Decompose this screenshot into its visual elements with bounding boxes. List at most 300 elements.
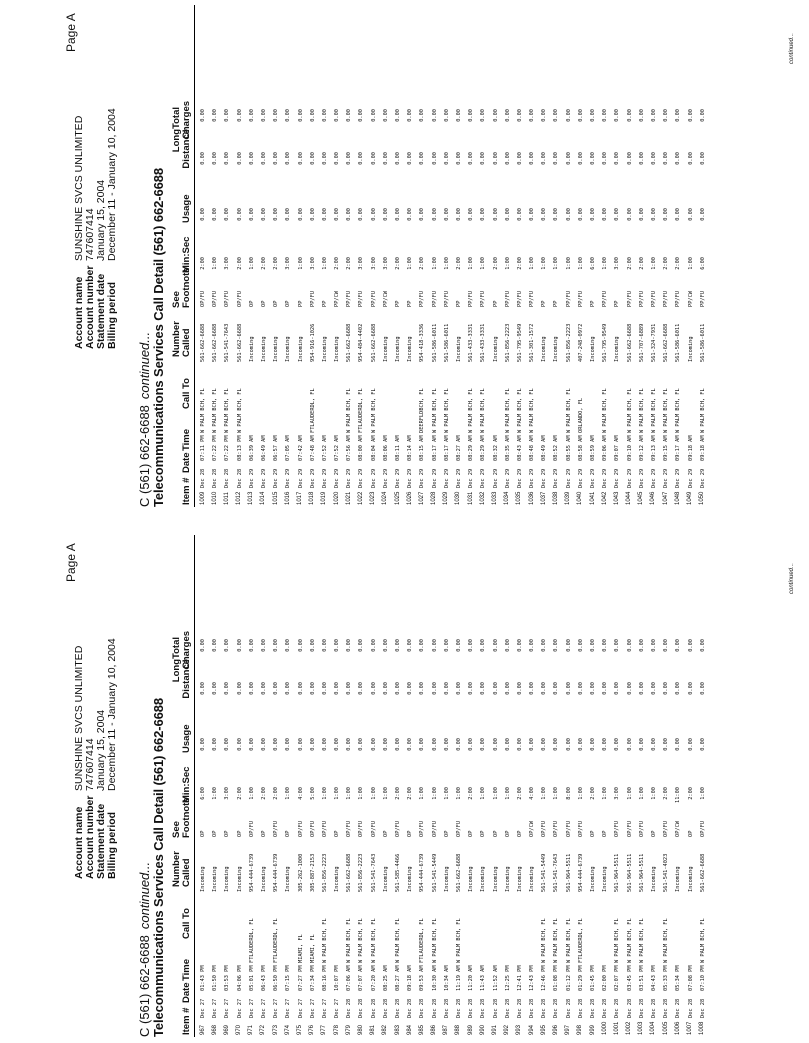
usage-charge: 0.00 xyxy=(504,738,511,751)
footnote-code: PP xyxy=(297,300,304,307)
call-duration: 1:00 xyxy=(626,787,633,800)
call-time: 09:13 AM xyxy=(650,435,657,461)
call-date: Dec 29 xyxy=(407,468,414,488)
total-charge: 0.00 xyxy=(455,639,462,652)
call-to: W PALM BCH, FL xyxy=(480,388,487,433)
call-duration: 11:00 xyxy=(675,787,682,803)
call-to: MIAMI, FL xyxy=(297,934,304,963)
table-row xyxy=(197,535,209,1037)
footnote-code: OP/CW xyxy=(529,821,536,837)
table-row xyxy=(270,535,282,1037)
table-row xyxy=(331,535,343,1037)
usage-charge: 0.00 xyxy=(492,738,499,751)
call-time: 07:56 AM xyxy=(346,435,353,461)
account-number-label: Account number xyxy=(84,795,96,879)
number-called: 561-795-9549 xyxy=(516,323,523,362)
call-duration: 2:00 xyxy=(663,257,670,270)
total-charge: 0.00 xyxy=(395,109,401,122)
call-duration: 1:00 xyxy=(358,787,365,800)
call-date: Dec 27 xyxy=(297,998,304,1018)
total-charge: 0.00 xyxy=(419,109,426,122)
call-date: Dec 28 xyxy=(504,998,511,1018)
call-time: 12:46 PM xyxy=(541,965,548,991)
footnote-code: PP/FU xyxy=(663,291,670,307)
footnote-code: PP xyxy=(395,300,401,307)
item-number: 983 xyxy=(394,1024,401,1035)
usage-charge: 0.00 xyxy=(419,208,426,221)
usage-charge: 0.00 xyxy=(200,738,206,751)
call-time: 07:27 PM xyxy=(297,965,304,991)
call-to: W PALM BCH, FL xyxy=(468,388,475,433)
total-charge: 0.00 xyxy=(614,639,621,652)
total-charge: 0.00 xyxy=(480,639,487,652)
long-distance-charge: 0.00 xyxy=(626,682,633,695)
account-name-value: SUNSHINE SVCS UNLIMITED xyxy=(73,645,85,791)
long-distance-charge: 0.00 xyxy=(273,682,280,695)
call-date: Dec 29 xyxy=(602,468,609,488)
footnote-code: OP/FU xyxy=(297,821,304,837)
call-duration: 2:00 xyxy=(516,257,523,270)
usage-charge: 0.00 xyxy=(590,208,596,221)
call-to: W PALM BCH, FL xyxy=(224,388,231,433)
item-number: 1014 xyxy=(260,491,267,505)
call-duration: 2:00 xyxy=(455,257,462,270)
total-charge: 0.00 xyxy=(248,639,255,652)
call-time: 01:43 PM xyxy=(200,965,206,991)
call-time: 08:16 PM xyxy=(321,965,328,991)
usage-charge: 0.00 xyxy=(626,208,633,221)
call-time: 09:15 AM xyxy=(663,435,670,461)
table-row xyxy=(441,535,453,1037)
long-distance-charge: 0.00 xyxy=(516,152,523,165)
call-time: 02:00 PM xyxy=(602,965,609,991)
number-called: Incoming xyxy=(382,866,389,892)
usage-charge: 0.00 xyxy=(565,208,572,221)
call-date: Dec 28 xyxy=(529,998,536,1018)
total-charge: 0.00 xyxy=(553,639,560,652)
call-duration: 1:00 xyxy=(285,787,292,800)
number-called: Incoming xyxy=(516,866,523,892)
call-to: W PALM BCH, FL xyxy=(650,388,657,433)
total-charge: 0.00 xyxy=(602,639,609,652)
call-date: Dec 29 xyxy=(455,468,462,488)
total-charge: 0.00 xyxy=(687,639,694,652)
number-called: 954-444-6739 xyxy=(248,853,255,892)
number-called: Incoming xyxy=(675,866,682,892)
long-distance-charge: 0.00 xyxy=(212,152,219,165)
call-date: Dec 29 xyxy=(334,468,341,488)
call-duration: 1:00 xyxy=(480,787,487,800)
number-called: 561-662-6688 xyxy=(200,323,206,362)
long-distance-charge: 0.00 xyxy=(431,152,438,165)
footnote-code: PP/CW xyxy=(382,291,389,307)
total-charge: 0.00 xyxy=(309,109,316,122)
call-time: 07:48 AM xyxy=(309,435,316,461)
table-row xyxy=(697,5,709,507)
item-number: 1037 xyxy=(540,491,547,505)
number-called: Incoming xyxy=(212,866,219,892)
footnote-code: PP/CW xyxy=(334,291,341,307)
call-duration: 1:00 xyxy=(407,257,414,270)
long-distance-charge: 0.00 xyxy=(565,682,572,695)
total-charge: 0.00 xyxy=(516,109,523,122)
table-row xyxy=(270,5,282,507)
table-row xyxy=(258,5,270,507)
call-to: W PALM BCH, FL xyxy=(395,918,401,963)
total-charge: 0.00 xyxy=(614,109,621,122)
number-called: Incoming xyxy=(492,866,499,892)
call-duration: 1:00 xyxy=(553,257,560,270)
call-date: Dec 29 xyxy=(480,468,487,488)
total-charge: 0.00 xyxy=(443,639,450,652)
call-time: 06:49 AM xyxy=(260,435,267,461)
usage-charge: 0.00 xyxy=(358,208,365,221)
section-code-text: C (561) 662-6688 xyxy=(137,405,152,507)
long-distance-charge: 0.00 xyxy=(200,682,206,695)
number-called: 561-662-6688 xyxy=(212,323,219,362)
usage-charge: 0.00 xyxy=(273,208,280,221)
call-duration: 1:00 xyxy=(248,787,255,800)
call-duration: 2:00 xyxy=(407,787,414,800)
call-date: Dec 28 xyxy=(455,998,462,1018)
item-number: 1040 xyxy=(577,491,584,505)
footnote-code: OP xyxy=(382,830,389,837)
call-to: W PALM BCH, FL xyxy=(699,388,706,433)
header-min-sec: Min:Sec xyxy=(181,236,192,273)
header-total-charges: Total Charges xyxy=(171,630,192,669)
call-to: W PALM BCH, FL xyxy=(212,388,219,433)
footnote-code: PP/FU xyxy=(419,291,426,307)
long-distance-charge: 0.00 xyxy=(224,152,231,165)
call-date: Dec 29 xyxy=(370,468,377,488)
call-duration: 2:00 xyxy=(590,787,596,800)
footnote-code: OP/FU xyxy=(273,821,280,837)
call-to: FTLAUDERDL, FL xyxy=(309,388,316,433)
number-called: Incoming xyxy=(492,336,499,362)
call-date: Dec 27 xyxy=(321,998,328,1018)
number-called: 561-856-2223 xyxy=(321,853,328,892)
footnote-code: OP/FU xyxy=(358,821,365,837)
number-called: 561-856-2223 xyxy=(565,323,572,362)
total-charge: 0.00 xyxy=(358,639,365,652)
total-charge: 0.00 xyxy=(321,109,328,122)
table-row xyxy=(624,5,636,507)
number-called: 561-795-9549 xyxy=(602,323,609,362)
number-called: Incoming xyxy=(602,866,609,892)
long-distance-charge: 0.00 xyxy=(687,682,694,695)
usage-charge: 0.00 xyxy=(638,208,645,221)
footnote-code: OP/FU xyxy=(248,821,255,837)
call-to: W PALM BCH, FL xyxy=(370,918,377,963)
footnote-code: PP/FU xyxy=(602,291,609,307)
total-charge: 0.00 xyxy=(200,109,206,122)
footnote-code: OP xyxy=(492,830,499,837)
call-date: Dec 28 xyxy=(541,998,548,1018)
call-time: 08:29 AM xyxy=(480,435,487,461)
table-row xyxy=(368,5,380,507)
footnote-code: PP/FU xyxy=(577,291,584,307)
call-duration: 2:00 xyxy=(663,787,670,800)
number-called: 561-586-6011 xyxy=(675,323,682,362)
call-to: W PALM BCH, FL xyxy=(504,388,511,433)
usage-charge: 0.00 xyxy=(260,208,267,221)
call-duration: 2:00 xyxy=(492,257,499,270)
number-called: 561-433-3331 xyxy=(480,323,487,362)
item-number: 970 xyxy=(236,1024,243,1035)
table-row xyxy=(416,5,428,507)
number-called: Incoming xyxy=(224,866,231,892)
call-duration: 1:00 xyxy=(541,257,548,270)
number-called: Incoming xyxy=(407,866,414,892)
total-charge: 0.00 xyxy=(504,109,511,122)
call-duration: 3:00 xyxy=(382,257,389,270)
table-row xyxy=(599,5,611,507)
item-number: 986 xyxy=(431,1024,438,1035)
table-row xyxy=(465,5,477,507)
number-called: 561-586-6011 xyxy=(699,323,706,362)
call-duration: 2:00 xyxy=(273,257,280,270)
call-time: 05:34 PM xyxy=(675,965,682,991)
call-duration: 1:00 xyxy=(565,257,572,270)
footnote-code: OP/FU xyxy=(431,821,438,837)
long-distance-charge: 0.00 xyxy=(675,152,682,165)
number-called: Incoming xyxy=(260,866,267,892)
item-number: 1041 xyxy=(589,491,596,505)
item-number: 998 xyxy=(577,1024,584,1035)
call-to: W PALM BCH, FL xyxy=(370,388,377,433)
long-distance-charge: 0.00 xyxy=(382,152,389,165)
number-called: Incoming xyxy=(285,866,292,892)
call-date: Dec 29 xyxy=(541,468,548,488)
long-distance-charge: 0.00 xyxy=(395,152,401,165)
usage-charge: 0.00 xyxy=(334,738,341,751)
number-called: Incoming xyxy=(455,336,462,362)
call-to: FTLAUDERDL, FL xyxy=(273,918,280,963)
footnote-code: OP/FU xyxy=(638,821,645,837)
footnote-code: PP xyxy=(455,300,462,307)
call-to: MIAMI, FL xyxy=(309,934,316,963)
table-row xyxy=(209,535,221,1037)
footnote-code: OP xyxy=(285,300,292,307)
call-date: Dec 28 xyxy=(492,998,499,1018)
long-distance-charge: 0.00 xyxy=(480,682,487,695)
footnote-code: OP xyxy=(285,830,292,837)
call-time: 07:20 AM xyxy=(370,965,377,991)
long-distance-charge: 0.00 xyxy=(443,152,450,165)
call-date: Dec 27 xyxy=(309,998,316,1018)
item-number: 988 xyxy=(455,1024,462,1035)
table-row xyxy=(624,535,636,1037)
call-duration: 2:00 xyxy=(273,787,280,800)
call-time: 08:29 AM xyxy=(468,435,475,461)
footnote-code: OP xyxy=(236,830,243,837)
item-number: 980 xyxy=(357,1024,364,1035)
header-number-called: Number Called xyxy=(171,321,192,357)
call-time: 07:11 PM xyxy=(200,435,206,461)
usage-charge: 0.00 xyxy=(370,738,377,751)
total-charge: 0.00 xyxy=(553,109,560,122)
usage-charge: 0.00 xyxy=(480,738,487,751)
number-called: 561-662-6688 xyxy=(346,853,353,892)
usage-charge: 0.00 xyxy=(395,208,401,221)
total-charge: 0.00 xyxy=(590,109,596,122)
total-charge: 0.00 xyxy=(577,109,584,122)
statement-date-label: Statement date xyxy=(95,803,107,879)
statement-date-label: Statement date xyxy=(95,273,107,349)
call-duration: 2:00 xyxy=(346,257,353,270)
usage-charge: 0.00 xyxy=(297,208,304,221)
call-to: W PALM BCH, FL xyxy=(516,388,523,433)
number-called: 561-301-1572 xyxy=(529,323,536,362)
call-duration: 2:00 xyxy=(638,257,645,270)
long-distance-charge: 0.00 xyxy=(309,152,316,165)
usage-charge: 0.00 xyxy=(602,208,609,221)
table-row xyxy=(307,535,319,1037)
call-date: Dec 29 xyxy=(309,468,316,488)
call-to: FTLAUDERDL, FL xyxy=(248,918,255,963)
call-date: Dec 29 xyxy=(577,468,584,488)
billing-period-value: December 11 - January 10, 2004 xyxy=(106,638,118,791)
long-distance-charge: 0.00 xyxy=(675,682,682,695)
call-to: W PALM BCH, FL xyxy=(626,388,633,433)
total-charge: 0.00 xyxy=(626,109,633,122)
long-distance-charge: 0.00 xyxy=(309,682,316,695)
call-duration: 1:00 xyxy=(321,257,328,270)
table-row xyxy=(587,5,599,507)
item-number: 1042 xyxy=(601,491,608,505)
call-duration: 2:00 xyxy=(334,257,341,270)
long-distance-charge: 0.00 xyxy=(248,152,255,165)
total-charge: 0.00 xyxy=(407,109,414,122)
number-called: 561-964-5511 xyxy=(614,853,621,892)
long-distance-charge: 0.00 xyxy=(650,682,657,695)
call-time: 08:58 AM xyxy=(577,435,584,461)
long-distance-charge: 0.00 xyxy=(638,682,645,695)
number-called: Incoming xyxy=(590,866,596,892)
item-number: 1002 xyxy=(626,1021,633,1035)
table-row xyxy=(319,5,331,507)
call-date: Dec 28 xyxy=(382,998,389,1018)
call-time: 05:01 PM xyxy=(248,965,255,991)
call-time: 08:59 AM xyxy=(590,435,596,461)
table-row xyxy=(380,5,392,507)
footnote-code: PP/FU xyxy=(443,291,450,307)
call-duration: 5:00 xyxy=(309,787,316,800)
call-date: Dec 29 xyxy=(675,468,682,488)
call-time: 07:34 PM xyxy=(309,965,316,991)
call-date: Dec 29 xyxy=(492,468,499,488)
call-to: W PALM BCH, FL xyxy=(541,918,548,963)
call-duration: 1:00 xyxy=(297,257,304,270)
long-distance-charge: 0.00 xyxy=(455,152,462,165)
number-called: 561-856-2223 xyxy=(504,323,511,362)
long-distance-charge: 0.00 xyxy=(236,682,243,695)
call-time: 12:43 PM xyxy=(529,965,536,991)
call-time: 07:07 AM xyxy=(358,965,365,991)
long-distance-charge: 0.00 xyxy=(516,682,523,695)
footnote-code: PP/FU xyxy=(529,291,536,307)
call-time: 08:11 AM xyxy=(395,435,401,461)
usage-charge: 0.00 xyxy=(455,208,462,221)
call-date: Dec 29 xyxy=(638,468,645,488)
number-called: 561-707-6889 xyxy=(638,323,645,362)
table-row xyxy=(648,5,660,507)
usage-charge: 0.00 xyxy=(212,208,219,221)
table-row xyxy=(246,5,258,507)
footnote-code: PP xyxy=(590,300,596,307)
total-charge: 0.00 xyxy=(273,639,280,652)
long-distance-charge: 0.00 xyxy=(358,152,365,165)
call-duration: 2:00 xyxy=(516,787,523,800)
long-distance-charge: 0.00 xyxy=(529,682,536,695)
footnote-code: OP/CW xyxy=(675,821,682,837)
usage-charge: 0.00 xyxy=(248,208,255,221)
total-charge: 0.00 xyxy=(212,109,219,122)
total-charge: 0.00 xyxy=(346,639,353,652)
account-info-block xyxy=(74,638,118,879)
table-row xyxy=(258,535,270,1037)
number-called: 407-248-0972 xyxy=(577,323,584,362)
long-distance-charge: 0.00 xyxy=(321,152,328,165)
usage-charge: 0.00 xyxy=(614,738,621,751)
item-number: 1045 xyxy=(638,491,645,505)
long-distance-charge: 0.00 xyxy=(541,682,548,695)
usage-charge: 0.00 xyxy=(443,738,450,751)
total-charge: 0.00 xyxy=(529,639,536,652)
total-charge: 0.00 xyxy=(248,109,255,122)
call-duration: 1:00 xyxy=(638,787,645,800)
call-time: 06:39 AM xyxy=(248,435,255,461)
call-date: Dec 29 xyxy=(358,468,365,488)
call-time: 08:06 AM xyxy=(382,435,389,461)
header-see-footnote: See Footnote xyxy=(171,797,192,838)
table-row xyxy=(295,5,307,507)
footnote-code: OP xyxy=(248,300,255,307)
header-call-to: Call To xyxy=(181,378,192,409)
call-date: Dec 28 xyxy=(468,998,475,1018)
table-row xyxy=(575,535,587,1037)
item-number: 1012 xyxy=(236,491,243,505)
table-row xyxy=(550,535,562,1037)
call-duration: 1:00 xyxy=(687,257,694,270)
total-charge: 0.00 xyxy=(687,109,694,122)
call-to: W PALM BCH, FL xyxy=(626,918,633,963)
item-number: 1018 xyxy=(309,491,316,505)
footnote-code: OP xyxy=(443,830,450,837)
item-number: 1034 xyxy=(504,491,511,505)
call-duration: 1:00 xyxy=(370,787,377,800)
total-charge: 0.00 xyxy=(370,639,377,652)
call-time: 01:08 PM xyxy=(553,965,560,991)
long-distance-charge: 0.00 xyxy=(334,682,341,695)
table-row xyxy=(587,535,599,1037)
usage-charge: 0.00 xyxy=(309,738,316,751)
long-distance-charge: 0.00 xyxy=(260,152,267,165)
header-date: Date xyxy=(181,982,192,1003)
call-date: Dec 29 xyxy=(248,468,255,488)
number-called: Incoming xyxy=(382,336,389,362)
usage-charge: 0.00 xyxy=(285,208,292,221)
table-row xyxy=(319,535,331,1037)
usage-charge: 0.00 xyxy=(614,208,621,221)
call-time: 08:13 PM xyxy=(236,435,243,461)
long-distance-charge: 0.00 xyxy=(200,152,206,165)
call-duration: 2:00 xyxy=(419,257,426,270)
section-code xyxy=(137,332,152,507)
item-number: 993 xyxy=(516,1024,523,1035)
call-duration: 3:00 xyxy=(224,787,231,800)
table-row xyxy=(514,535,526,1037)
